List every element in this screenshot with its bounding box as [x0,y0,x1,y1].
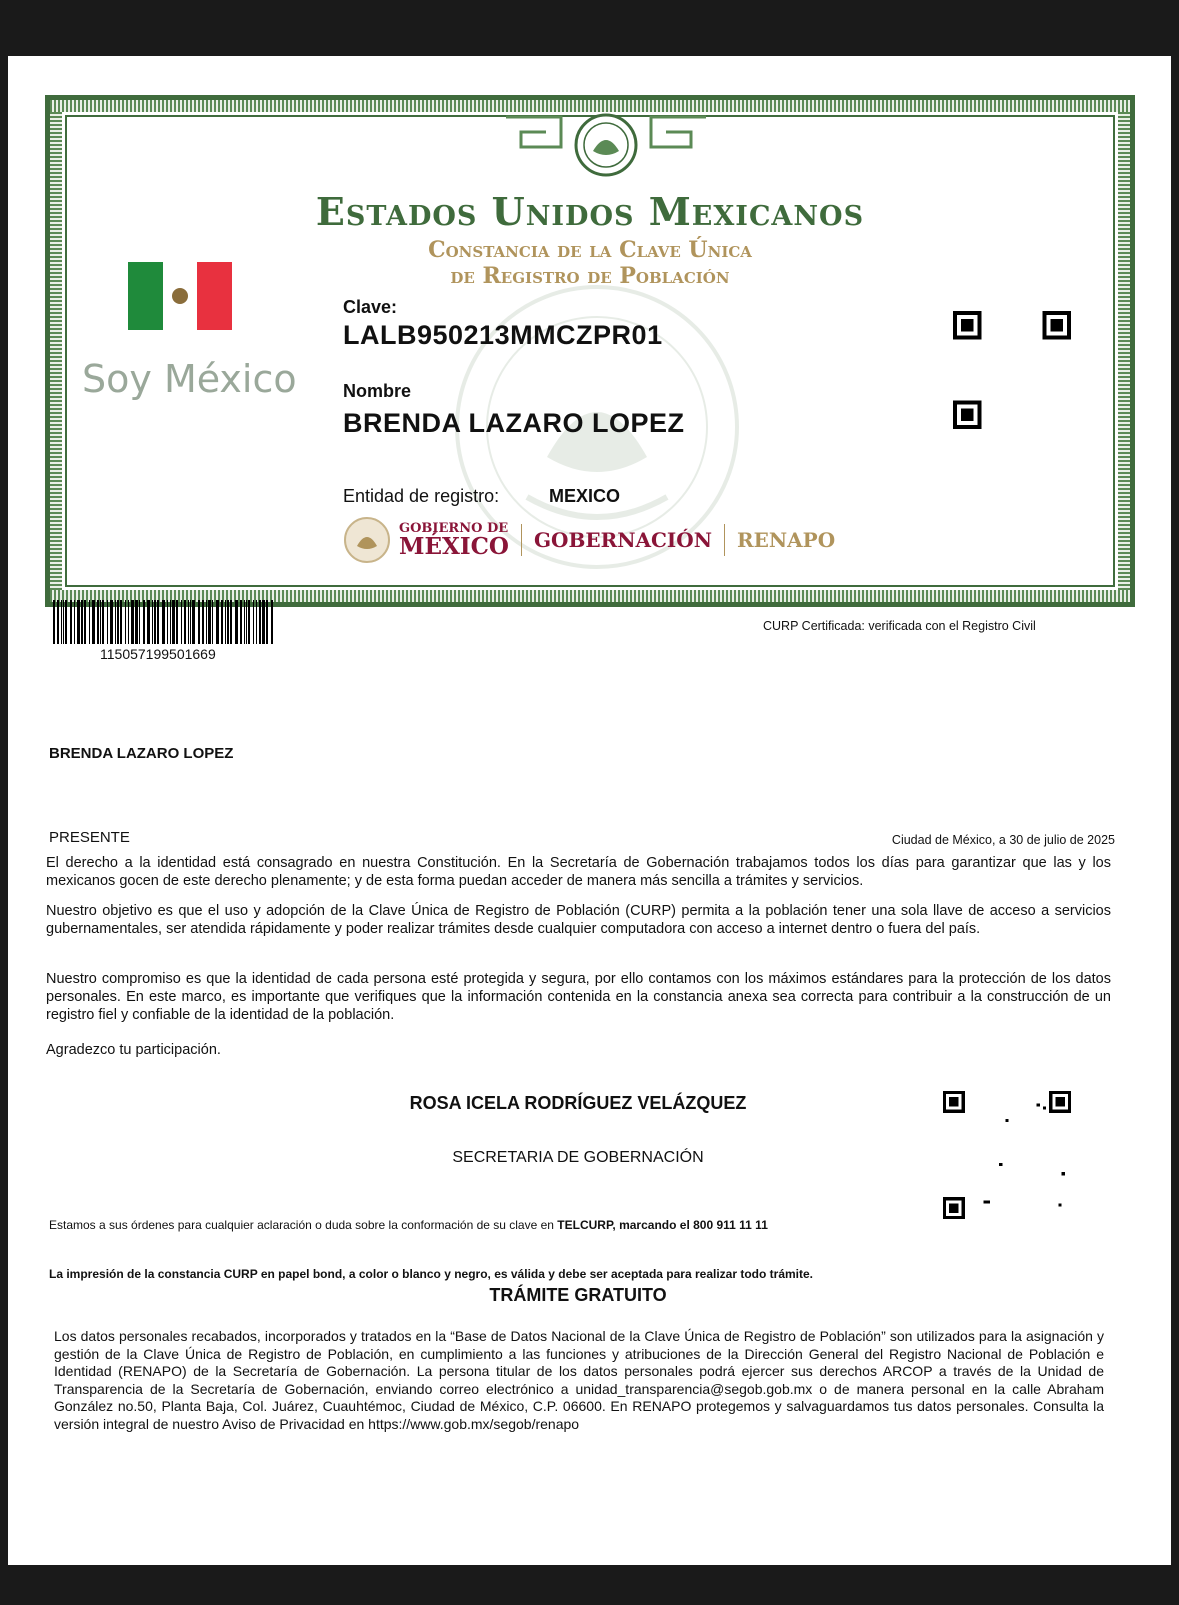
letter-date: Ciudad de México, a 30 de julio de 2025 [891,833,1115,847]
qr-code-icon [943,1091,1071,1219]
recipient-name: BRENDA LAZARO LOPEZ [49,745,234,762]
nombre-value: BRENDA LAZARO LOPEZ [343,408,685,438]
certificate-inner [65,115,1115,587]
document-subtitle: Constancia de la Clave Única de Registro de Población [428,237,752,289]
qr-code-icon [953,311,1071,429]
nombre-label: Nombre [343,381,412,401]
paragraph-3: Nuestro compromiso es que la identidad de cada persona esté protegida y segura, por ello contamos con los máximos estándares para la protección de los datos personales. En este marco, es importante que verifiques que la información contenida en la constancia anexa sea correcta para contribuir a la construcción de un registro fiel y confiable de la identidad de la población. [46,971,1111,1023]
brand-text: Soy México [82,357,297,401]
privacy-notice: Los datos personales recabados, incorporados y tratados en la “Base de Datos Nacional de la Clave Única de Registro de Población” son utilizados para la asignación y gestión de la Clave Única de Registro de Población, en cumplimiento a las funciones y atribuciones de la Dirección General del Registro Nacional de Población e Identidad (RENAPO) de la Secretaría de Gobernación. La persona titular de los datos personales podrá ejercer sus derechos ARCOP a través de la Unidad de Transparencia de la Secretaría de Gobernación, enviando correo electrónico a unidad_transparencia@segob.gob.mx o de manera personal en la calle Abraham González no.50, Planta Baja, Col. Juárez, Cuauhtémoc, Ciudad de México, C.P. 06600. En RENAPO protegemos y salvaguardamos tus datos personales. Consulta la versión integral de nuestro Aviso de Privacidad en https://www.gob.mx/segob/renapo [54,1328,1104,1432]
mexico-flag-icon [128,262,232,330]
entidad-label: Entidad de registro: [343,486,500,506]
paragraph-4: Agradezco tu participación. [46,1042,221,1058]
entidad-value: MEXICO [549,486,621,506]
signer-name: ROSA ICELA RODRÍGUEZ VELÁZQUEZ [409,1093,747,1113]
paragraph-2: Nuestro objetivo es que el uso y adopción de la Clave Única de Registro de Población (CURP) permita a la población tener una sola llave de acceso a servicios gubernamentales, ser atendida rápidamente y poder realizar trámites desde cualquier computadora con acceso a internet dentro o fuera del país. [46,903,1111,937]
document-title: Estados Unidos Mexicanos [315,189,865,234]
gobierno-seal-icon [343,516,391,564]
logo-divider [521,524,522,556]
clave-label: Clave: [343,297,398,317]
coat-of-arms-icon [501,107,711,177]
certificate-frame [45,95,1135,607]
paragraph-1: El derecho a la identidad está consagrado en nuestra Constitución. En la Secretaría de Gobernación trabajamos todos los días para garantizar que las y los mexicanos gocen de este derecho plenamente; y de esta forma puedan acceder de manera más sencilla a trámites y servicios. [46,855,1111,889]
barcode-icon [53,600,273,644]
logo-divider [724,524,725,556]
presente-label: PRESENTE [49,829,130,846]
clave-value: LALB950213MMCZPR01 [343,320,663,350]
gobernacion-logo: GOBERNACIÓN [533,528,712,552]
validity-text: La impresión de la constancia CURP en papel bond, a color o blanco y negro, es válida y debe ser aceptada para realizar todo trámite. [49,1267,814,1281]
signer-title: SECRETARIA DE GOBERNACIÓN [452,1149,704,1166]
curp-document [8,56,1171,1565]
barcode-number: 115057199501669 [100,646,216,662]
gobierno-logo: GOBIERNO DE MÉXICO [399,521,509,560]
certified-text: CURP Certificada: verificada con el Registro Civil [763,619,1036,633]
government-logos [343,515,835,565]
renapo-logo: RENAPO [736,528,836,552]
contact-text: Estamos a sus órdenes para cualquier aclaración o duda sobre la conformación de su clave en TELCURP, marcando el 800 911 11 11 [49,1218,768,1232]
free-procedure-title: TRÁMITE GRATUITO [489,1285,667,1305]
